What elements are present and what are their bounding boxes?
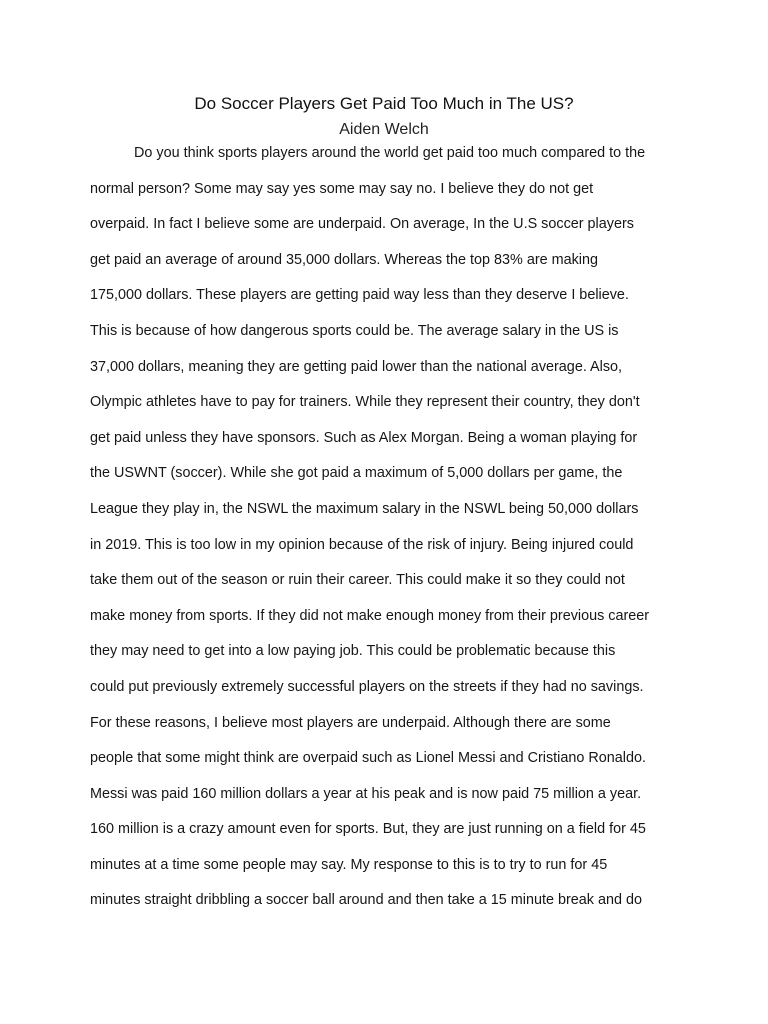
text-line: get paid an average of around 35,000 dollars. Whereas the top 83% are making (90, 251, 599, 268)
author-name: Aiden Welch (339, 121, 429, 138)
text-line: make money from sports. If they did not make enough money from their previous career (90, 607, 650, 624)
text-line: League they play in, the NSWL the maximum salary in the NSWL being 50,000 dollars (90, 500, 639, 517)
text-line: people that some might think are overpaid such as Lionel Messi and Cristiano Ronaldo. (90, 750, 646, 767)
text-line: get paid unless they have sponsors. Such as Alex Morgan. Being a woman playing for (90, 429, 638, 446)
text-line: 37,000 dollars, meaning they are getting paid lower than the national average. Also, (90, 358, 623, 375)
text-line: For these reasons, I believe most players are underpaid. Although there are some (90, 714, 611, 731)
body-text (90, 141, 690, 924)
text-line: they may need to get into a low paying job. This could be problematic because this (90, 643, 616, 660)
text-line: in 2019. This is too low in my opinion because of the risk of injury. Being injured could (90, 536, 634, 553)
text-line: could put previously extremely successful players on the streets if they had no savings. (90, 678, 644, 695)
text-line: 160 million is a crazy amount even for sports. But, they are just running on a field for 45 (90, 821, 646, 838)
text-line: minutes straight dribbling a soccer ball around and then take a 15 minute break and do (90, 892, 642, 909)
text-line: the USWNT (soccer). While she got paid a maximum of 5,000 dollars per game, the (90, 465, 623, 482)
text-line: normal person? Some may say yes some may say no. I believe they do not get (90, 180, 594, 197)
text-line: Messi was paid 160 million dollars a year at his peak and is now paid 75 million a year. (90, 785, 642, 802)
text-line: 175,000 dollars. These players are getting paid way less than they deserve I believe. (90, 287, 629, 304)
document-title: Do Soccer Players Get Paid Too Much in The US? (194, 94, 574, 113)
text-line: This is because of how dangerous sports could be. The average salary in the US is (90, 322, 619, 339)
text-line: Do you think sports players around the world get paid too much compared to the (134, 145, 646, 161)
text-line: take them out of the season or ruin their career. This could make it so they could not (90, 572, 625, 589)
text-line: overpaid. In fact I believe some are underpaid. On average, In the U.S soccer players (90, 216, 634, 233)
text-line: Olympic athletes have to pay for trainers. While they represent their country, they don't (90, 394, 640, 411)
text-line: minutes at a time some people may say. My response to this is to try to run for 45 (90, 856, 608, 873)
